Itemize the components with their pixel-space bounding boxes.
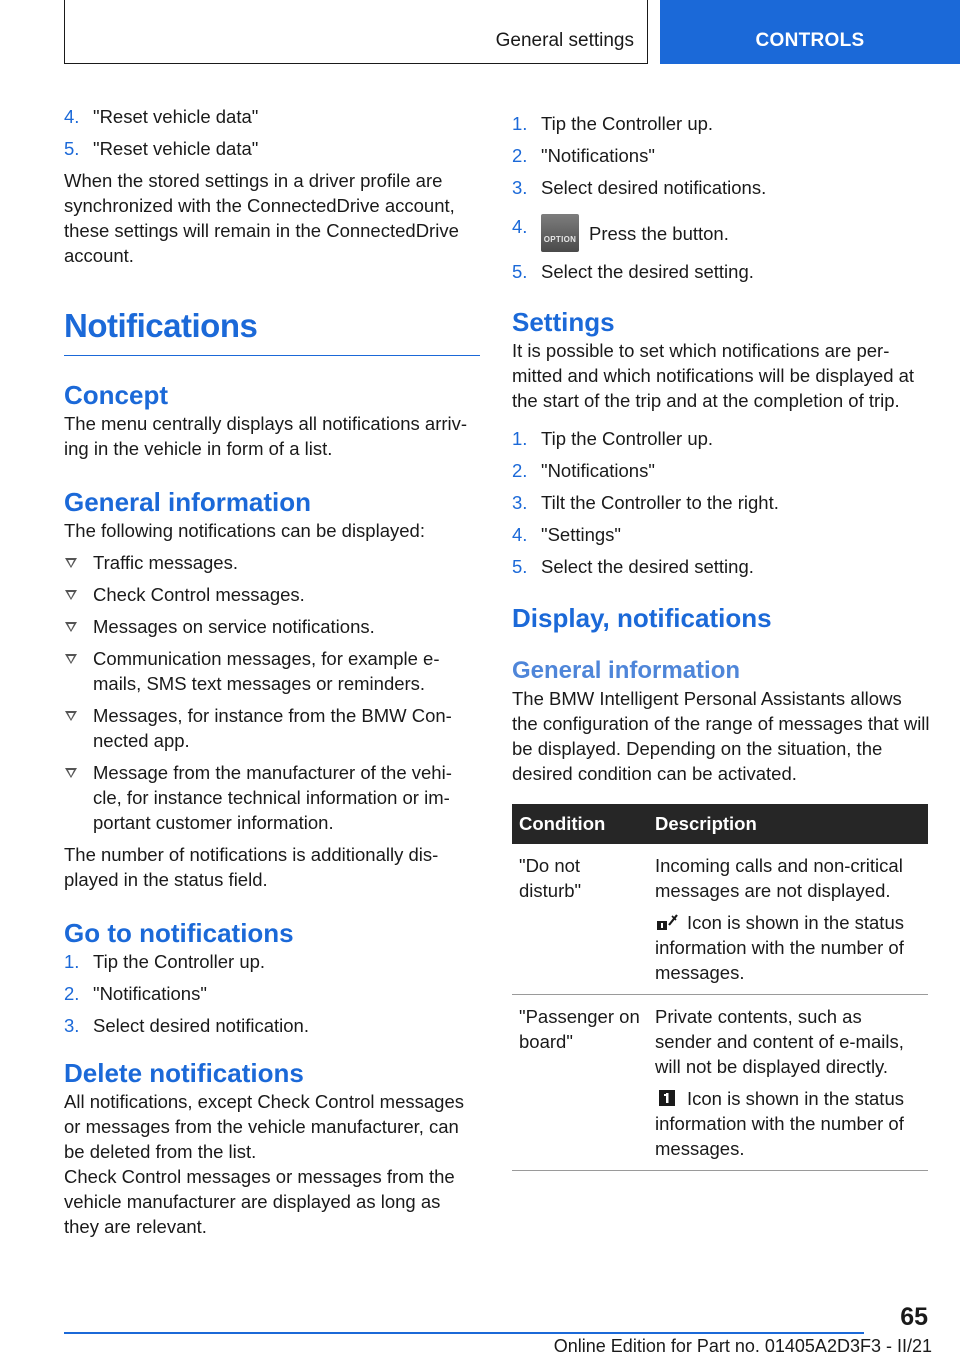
table-row — [512, 995, 928, 1171]
list-item: 3. Select desired notification. — [64, 1015, 309, 1036]
list-item: 3. Select desired notifications. — [512, 177, 767, 198]
settings-text: It is possible to set which notifications are per-mitted and which notifications will be displayed at the start of the trip and at the completion of trip. — [512, 340, 915, 411]
passenger-on-board-icon — [655, 1089, 679, 1107]
list-item: 2. "Notifications" — [512, 145, 655, 166]
sync-paragraph: When the stored settings in a driver profile are synchronized with the ConnectedDrive account, these settings will remain in the ConnectedDrive account. — [64, 170, 459, 266]
description-cell: Private contents, such as sender and content of e-mails, will not be displayed directly. Icon is shown in the status information with the number of messages. — [648, 995, 928, 1171]
list-item: 5. Select the desired setting. — [512, 556, 754, 577]
section-title: General settings — [495, 30, 634, 51]
condition-cell: "Do not disturb" — [512, 844, 648, 995]
conditions-table — [512, 804, 928, 1171]
list-item: 5. "Reset vehicle data" — [64, 138, 259, 159]
left-column — [64, 104, 480, 1239]
list-item: 3. Tilt the Controller to the right. — [512, 492, 779, 513]
condition-cell: "Passenger on board" — [512, 995, 648, 1171]
settings-heading: Settings — [512, 307, 615, 337]
display-info-text: The BMW Intelligent Personal Assistants allows the configuration of the range of messages that will be displayed. Depending on the situation, the desired condition can be activated. — [512, 688, 930, 784]
triangle-bullet-icon — [65, 590, 77, 600]
list-item: Message from the manufacturer of the vehi-cle, for instance technical information or im-portant customer information. — [64, 760, 480, 835]
display-general-info-heading: General information — [512, 657, 741, 684]
right-column — [512, 111, 930, 1171]
triangle-bullet-icon — [65, 558, 77, 568]
go-to-steps-list — [64, 949, 480, 1038]
list-item: 5. Select the desired setting. — [512, 261, 754, 282]
list-item: 1. Tip the Controller up. — [64, 951, 266, 972]
page-number: 65 — [900, 1303, 928, 1331]
notification-types-list — [64, 550, 480, 835]
list-item: Traffic messages. — [64, 550, 480, 575]
general-info-heading: General information — [64, 487, 312, 517]
page-title: Notifications — [64, 307, 480, 356]
footer-edition-text: Online Edition for Part no. 01405A2D3F3 - II/21 — [553, 1336, 932, 1356]
list-item: 2. "Notifications" — [64, 983, 207, 1004]
list-item: 1. Tip the Controller up. — [512, 113, 714, 134]
table-header-row — [512, 804, 928, 844]
chapter-tab-label: CONTROLS — [755, 30, 865, 51]
description-cell: Incoming calls and non-critical messages are not displayed. Icon is shown in the status information with the number of messages. — [648, 844, 928, 995]
footer-divider — [64, 1332, 864, 1334]
delete-para-1: All notifications, except Check Control messages or messages from the vehicle manufacturer, can be deleted from the list. — [64, 1091, 464, 1162]
triangle-bullet-icon — [65, 622, 77, 632]
list-item: Check Control messages. — [64, 582, 480, 607]
reset-steps-list — [64, 104, 480, 161]
list-item: 4. "Settings" — [512, 524, 621, 545]
triangle-bullet-icon — [65, 654, 77, 664]
general-info-outro: The number of notifications is additionally dis-played in the status field. — [64, 844, 439, 890]
delete-notifications-heading: Delete notifications — [64, 1058, 304, 1088]
general-info-intro: The following notifications can be displayed: — [64, 520, 425, 541]
list-item: 4. "Reset vehicle data" — [64, 106, 259, 127]
go-to-notifications-heading: Go to notifications — [64, 918, 294, 948]
section-header — [64, 0, 648, 64]
concept-text: The menu centrally displays all notifications arriv-ing in the vehicle in form of a list. — [64, 413, 468, 459]
settings-steps-list — [512, 426, 930, 579]
list-item: 2. "Notifications" — [512, 460, 655, 481]
display-notifications-heading: Display, notifications — [512, 603, 772, 633]
condition-column-header: Condition — [512, 804, 648, 844]
list-item: Communication messages, for example e-mails, SMS text messages or reminders. — [64, 646, 480, 696]
table-row — [512, 844, 928, 995]
list-item: 1. Tip the Controller up. — [512, 428, 714, 449]
delete-para-2: Check Control messages or messages from the vehicle manufacturer are displayed as long as they are relevant. — [64, 1166, 455, 1237]
list-item: 4. OPTION Press the button. — [512, 214, 930, 252]
notification-steps-list — [512, 111, 930, 284]
do-not-disturb-icon — [655, 913, 679, 931]
list-item: Messages on service notifications. — [64, 614, 480, 639]
option-button-icon: OPTION — [541, 214, 579, 252]
triangle-bullet-icon — [65, 711, 77, 721]
triangle-bullet-icon — [65, 768, 77, 778]
list-item: Messages, for instance from the BMW Con-nected app. — [64, 703, 480, 753]
chapter-tab — [660, 0, 960, 64]
description-column-header: Description — [648, 804, 928, 844]
concept-heading: Concept — [64, 380, 168, 410]
